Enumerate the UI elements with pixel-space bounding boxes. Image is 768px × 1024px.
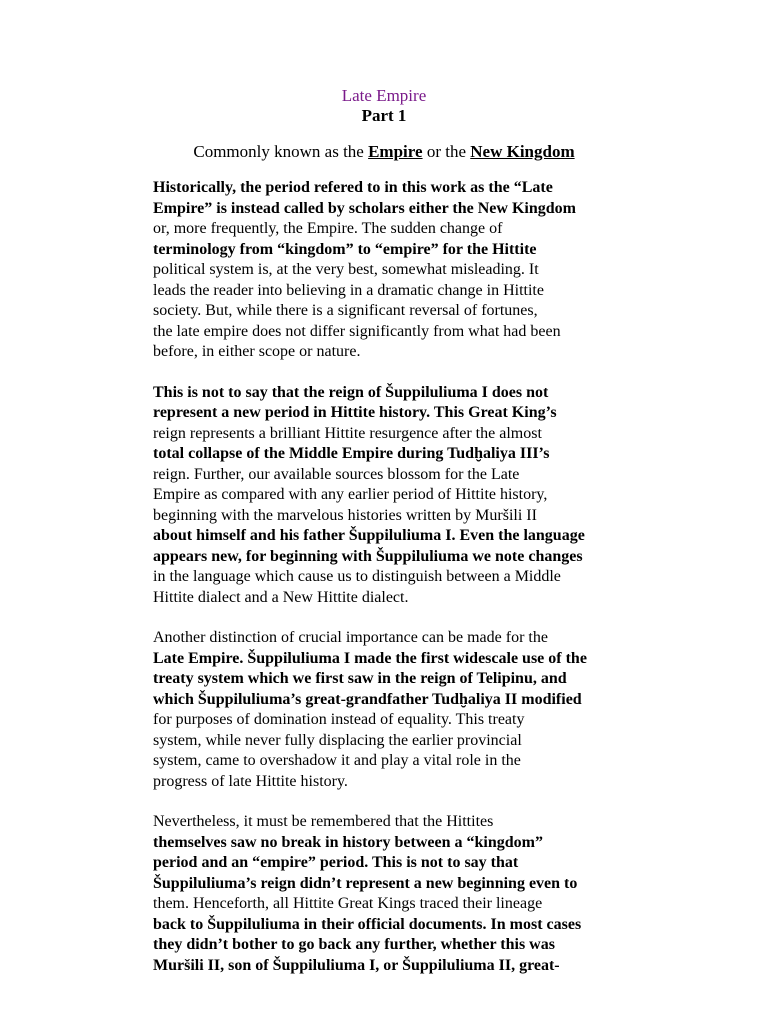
regular-text: beginning with the marvelous histories written by Muršili II [153,506,537,524]
text-line [153,506,623,527]
text-line [153,915,623,936]
chapter-subtitle [0,141,768,163]
regular-text: the late empire does not differ significantly from what had been [153,322,561,340]
regular-text: system, while never fully displacing the earlier provincial [153,731,522,749]
bold-text: period and an “empire” period. This is not to say that [153,854,519,871]
bold-text: total collapse of the Middle Empire during Tudḫaliya III’s [153,445,550,462]
regular-text: Nevertheless, it must be remembered that the Hittites [153,813,494,830]
text-line [153,956,623,977]
text-line [153,812,623,833]
regular-text: reign. Further, our available sources blossom for the Late [153,465,520,483]
bold-text: terminology from “kingdom” to “empire” for the Hittite [153,240,537,258]
text-line [153,465,623,486]
bold-text: Late Empire. Šuppiluliuma I made the first widescale use of the [153,649,587,667]
text-line [153,669,623,690]
body-paragraph [153,178,623,363]
bold-text: appears new, for beginning with Šuppiluliuma we note changes [153,547,583,565]
text-line [153,260,623,281]
subtitle-term-empire: Empire [368,142,423,161]
regular-text: Another distinction of crucial importance can be made for the [153,629,548,646]
text-line [153,301,623,322]
text-line [153,485,623,506]
regular-text: system, came to overshadow it and play a vital role in the [153,752,521,769]
text-line [153,240,623,261]
text-line [153,751,623,772]
chapter-title-part: Part 1 [361,106,407,125]
text-line [153,628,623,649]
text-line [153,567,623,588]
text-line [153,403,623,424]
regular-text: Hittite dialect and a New Hittite dialect. [153,588,409,606]
bold-text: treaty system which we first saw in the reign of Telipinu, and [153,670,567,687]
text-line [153,322,623,343]
regular-text: them. Henceforth, all Hittite Great Kings traced their lineage [153,895,543,912]
body-text [153,178,623,996]
text-line [153,547,623,568]
text-line [153,526,623,547]
text-line [153,178,623,199]
chapter-title [0,86,768,126]
bold-text: back to Šuppiluliuma in their official documents. In most cases [153,915,582,933]
bold-text: This is not to say that the reign of Šuppiluliuma I does not [153,383,549,401]
text-line [153,383,623,404]
text-line [153,281,623,302]
text-line [153,649,623,670]
bold-text: about himself and his father Šuppiluliuma I. Even the language [153,527,585,544]
regular-text: reign represents a brilliant Hittite resurgence after the almost [153,424,542,442]
bold-text: themselves saw no break in history between a “kingdom” [153,833,543,851]
text-line [153,219,623,240]
bold-text: Šuppiluliuma’s reign didn’t represent a new beginning even to [153,874,578,892]
text-line [153,424,623,445]
text-line [153,935,623,956]
text-line [153,772,623,793]
subtitle-prefix: Commonly known as the [193,142,369,161]
text-line [153,588,623,609]
regular-text: for purposes of domination instead of equality. This treaty [153,711,525,728]
chapter-title-main: Late Empire [341,86,427,105]
text-line [153,874,623,895]
regular-text: political system is, at the very best, somewhat misleading. It [153,261,539,278]
subtitle-middle: or the [422,142,471,161]
body-paragraph [153,383,623,609]
bold-text: represent a new period in Hittite history. This Great King’s [153,404,557,421]
regular-text: in the language which cause us to distinguish between a Middle [153,568,561,585]
bold-text: which Šuppiluliuma’s great-grandfather Tudḫaliya II modified [153,690,582,708]
bold-text: Empire” is instead called by scholars either the New Kingdom [153,199,576,217]
regular-text: Empire as compared with any earlier period of Hittite history, [153,486,548,503]
text-line [153,731,623,752]
subtitle-term-new-kingdom: New Kingdom [470,142,575,161]
regular-text: or, more frequently, the Empire. The sudden change of [153,220,503,237]
text-line [153,199,623,220]
regular-text: leads the reader into believing in a dramatic change in Hittite [153,281,544,299]
regular-text: before, in either scope or nature. [153,343,361,360]
body-paragraph [153,628,623,792]
text-line [153,342,623,363]
text-line [153,894,623,915]
bold-text: Muršili II, son of Šuppiluliuma I, or Šuppiluliuma II, great- [153,956,560,974]
bold-text: they didn’t bother to go back any further, whether this was [153,936,555,953]
body-paragraph [153,812,623,976]
text-line [153,690,623,711]
bold-text: Historically, the period refered to in this work as the “Late [153,179,553,196]
text-line [153,853,623,874]
regular-text: society. But, while there is a significant reversal of fortunes, [153,302,538,319]
text-line [153,710,623,731]
text-line [153,833,623,854]
regular-text: progress of late Hittite history. [153,772,348,790]
text-line [153,444,623,465]
